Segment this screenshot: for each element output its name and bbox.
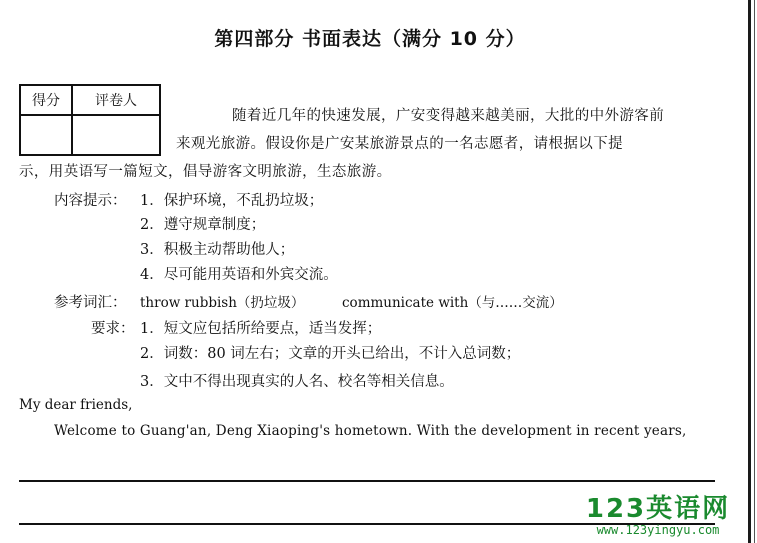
content-hint-item: 3．积极主动帮助他人；: [140, 242, 295, 258]
content-hint-item: 4．尽可能用英语和外宾交流。: [140, 267, 338, 283]
score-table: [19, 84, 161, 156]
prompt-line-2: 来观光旅游。假设你是广安某旅游景点的一名志愿者，请根据以下提: [176, 136, 623, 152]
grader-cell: [72, 115, 160, 155]
watermark-url: www.123yingyu.com: [596, 523, 720, 537]
score-label: 得分: [20, 85, 72, 115]
section-title: 第四部分 书面表达（满分 10 分）: [214, 28, 526, 50]
vocabulary-label: 参考词汇：: [54, 295, 127, 311]
content-hint-item: 2．遵守规章制度；: [140, 217, 266, 233]
answer-line: [19, 480, 715, 482]
page-edge-border-thin: [754, 0, 755, 543]
watermark-logo-text: 123英语网: [585, 494, 731, 524]
requirement-item: 1．短文应包括所给要点，适当发挥；: [140, 321, 382, 337]
essay-first-line: Welcome to Guang'an, Deng Xiaoping's hometown. With the development in recent years,: [54, 423, 687, 439]
content-hint-item: 1．保护环境，不乱扔垃圾；: [140, 193, 324, 209]
page-edge-border: [748, 0, 751, 543]
watermark-logo: [578, 488, 738, 537]
requirement-item: 3．文中不得出现真实的人名、校名等相关信息。: [140, 374, 454, 390]
vocabulary-term: throw rubbish（扔垃圾）: [140, 295, 305, 311]
score-cell: [20, 115, 72, 155]
prompt-line-1: 随着近几年的快速发展，广安变得越来越美丽，大批的中外游客前: [232, 108, 665, 124]
essay-salutation: My dear friends,: [19, 397, 133, 413]
prompt-line-3: 示，用英语写一篇短文，倡导游客文明旅游，生态旅游。: [19, 164, 392, 180]
requirement-item: 2．词数：80 词左右；文章的开头已给出，不计入总词数；: [140, 346, 521, 362]
grader-label: 评卷人: [72, 85, 160, 115]
requirements-label: 要求：: [91, 321, 135, 337]
vocabulary-term: communicate with（与……交流）: [342, 295, 563, 311]
content-hints-label: 内容提示：: [54, 193, 127, 209]
